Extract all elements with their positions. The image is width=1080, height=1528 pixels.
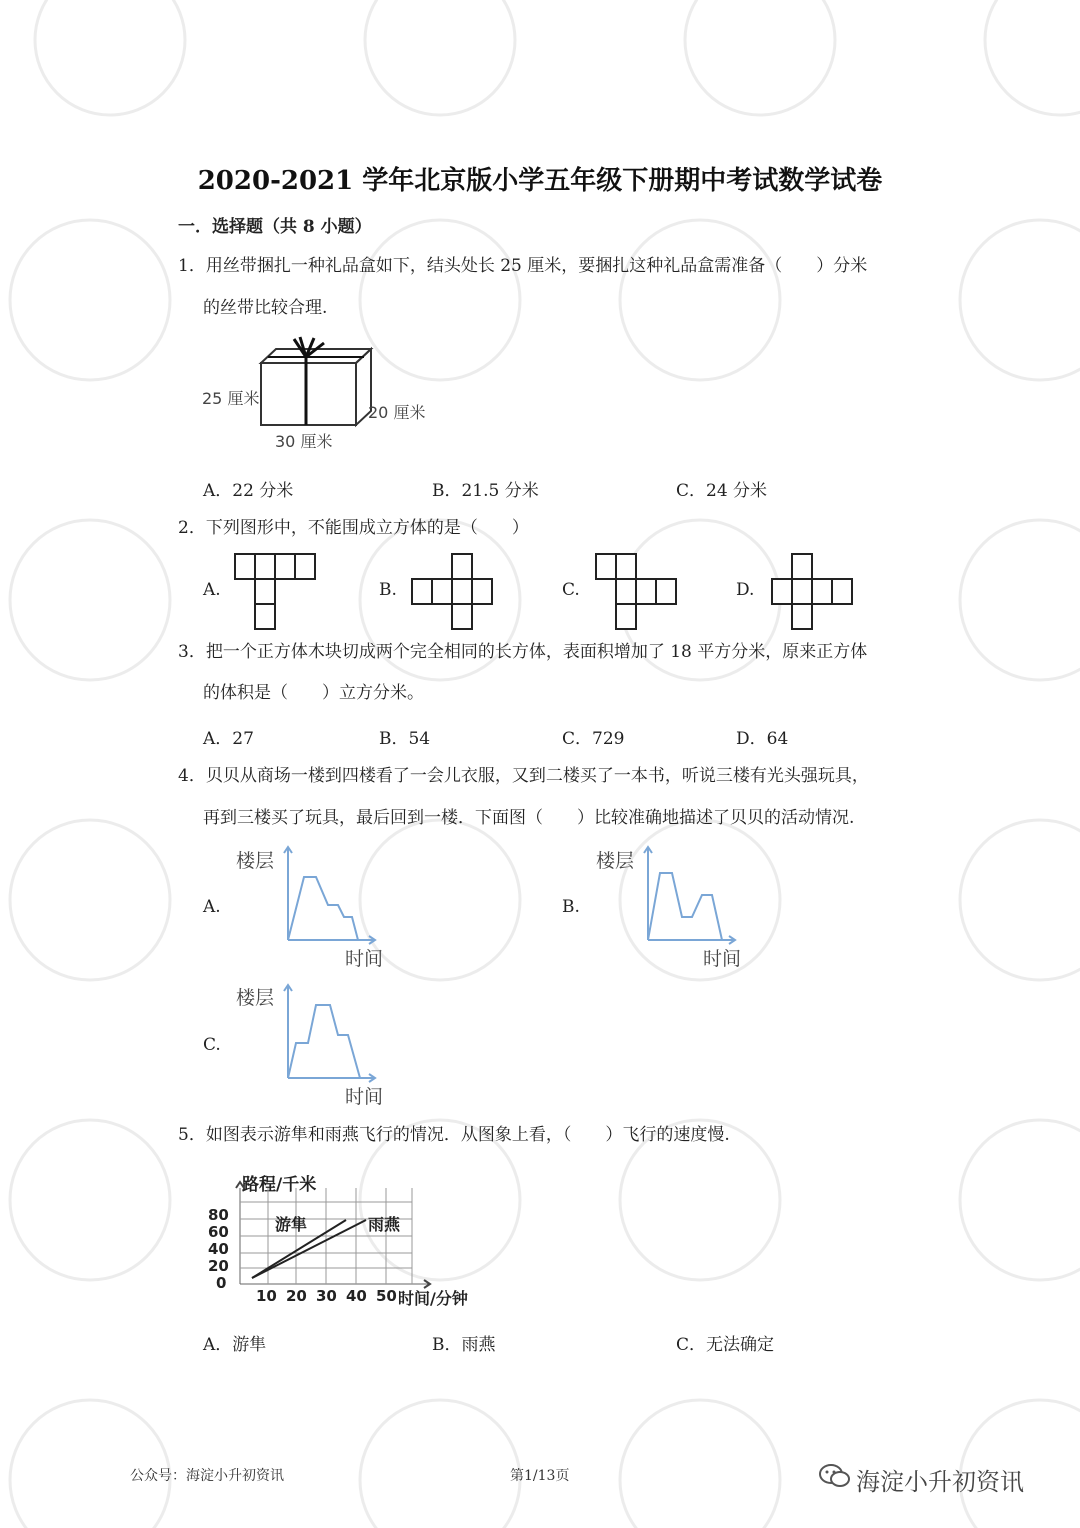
q5-option-b[interactable]: B．雨燕	[432, 1335, 496, 1355]
y-tick-80: 80	[208, 1206, 229, 1224]
wechat-icon	[818, 1462, 852, 1490]
question-4-line2: 再到三楼买了玩具，最后回到一楼．下面图（ ）比较准确地描述了贝贝的活动情况.	[203, 808, 855, 828]
question-4-line1: 4．贝贝从商场一楼到四楼看了一会儿衣服，又到二楼买了一本书，听说三楼有光头强玩具，	[178, 766, 869, 786]
section-heading: 一．选择题（共 8 小题）	[178, 217, 372, 237]
graph-b-x-label: 时间	[703, 948, 742, 970]
q2-option-b[interactable]: B.	[379, 580, 397, 600]
q3-option-a[interactable]: A．27	[203, 729, 254, 749]
box-length-label: 30 厘米	[275, 432, 333, 451]
question-1-line1: 1．用丝带捆扎一种礼品盒如下，结头处长 25 厘米，要捆扎这种礼品盒需准备（ ）分米	[178, 256, 868, 276]
q2-option-c[interactable]: C.	[562, 580, 580, 600]
series-swift-label: 雨燕	[368, 1215, 401, 1234]
footer-account: 公众号：海淀小升初资讯	[130, 1468, 284, 1484]
box-height-label: 25 厘米	[202, 389, 260, 408]
x-tick-10: 10	[256, 1287, 277, 1305]
graph-b-y-label: 楼层	[596, 850, 635, 872]
page-number: 第1/13页	[510, 1468, 570, 1484]
q2-option-a[interactable]: A.	[203, 580, 221, 600]
question-3-line1: 3．把一个正方体木块切成两个完全相同的长方体，表面积增加了 18 平方分米，原来正方体	[178, 642, 868, 662]
y-tick-20: 20	[208, 1257, 229, 1275]
footer-brand: 海淀小升初资讯	[856, 1468, 1024, 1496]
q4-option-c[interactable]: C.	[203, 1035, 221, 1055]
graph-c-y-label: 楼层	[236, 987, 275, 1009]
q1-option-b[interactable]: B．21.5 分米	[432, 481, 539, 501]
question-5: 5．如图表示游隼和雨燕飞行的情况．从图象上看，（ ）飞行的速度慢.	[178, 1125, 730, 1145]
question-2: 2．下列图形中，不能围成立方体的是（ ）	[178, 518, 529, 538]
q1-option-a[interactable]: A．22 分米	[203, 481, 294, 501]
x-tick-50: 50	[376, 1287, 397, 1305]
speed-chart-x-title: 时间/分钟	[398, 1289, 468, 1308]
q4-option-b[interactable]: B.	[562, 897, 580, 917]
q3-option-c[interactable]: C．729	[562, 729, 625, 749]
q4-option-a[interactable]: A.	[203, 897, 221, 917]
speed-chart-y-title: 路程/千米	[242, 1175, 317, 1195]
x-tick-20: 20	[286, 1287, 307, 1305]
x-tick-40: 40	[346, 1287, 367, 1305]
x-tick-30: 30	[316, 1287, 337, 1305]
exam-title: 2020-2021 学年北京版小学五年级下册期中考试数学试卷	[197, 166, 883, 196]
q5-option-a[interactable]: A．游隼	[203, 1335, 267, 1355]
y-tick-0: 0	[216, 1274, 227, 1292]
question-3-line2: 的体积是（ ）立方分米。	[203, 683, 424, 703]
graph-c-x-label: 时间	[345, 1086, 384, 1108]
y-tick-60: 60	[208, 1223, 229, 1241]
y-tick-40: 40	[208, 1240, 229, 1258]
question-1-line2: 的丝带比较合理.	[203, 298, 328, 318]
q2-option-d[interactable]: D.	[736, 580, 755, 600]
cube-nets	[0, 548, 1080, 633]
q3-option-d[interactable]: D．64	[736, 729, 789, 749]
box-depth-label: 20 厘米	[368, 403, 426, 422]
floor-graph-c	[280, 983, 380, 1083]
floor-graph-b	[640, 845, 740, 945]
graph-a-y-label: 楼层	[236, 850, 275, 872]
q5-option-c[interactable]: C．无法确定	[676, 1335, 775, 1355]
speed-chart	[230, 1178, 490, 1290]
graph-a-x-label: 时间	[345, 948, 384, 970]
q3-option-b[interactable]: B．54	[379, 729, 431, 749]
series-falcon-label: 游隼	[275, 1215, 308, 1234]
floor-graph-a	[280, 845, 380, 945]
q1-option-c[interactable]: C．24 分米	[676, 481, 768, 501]
